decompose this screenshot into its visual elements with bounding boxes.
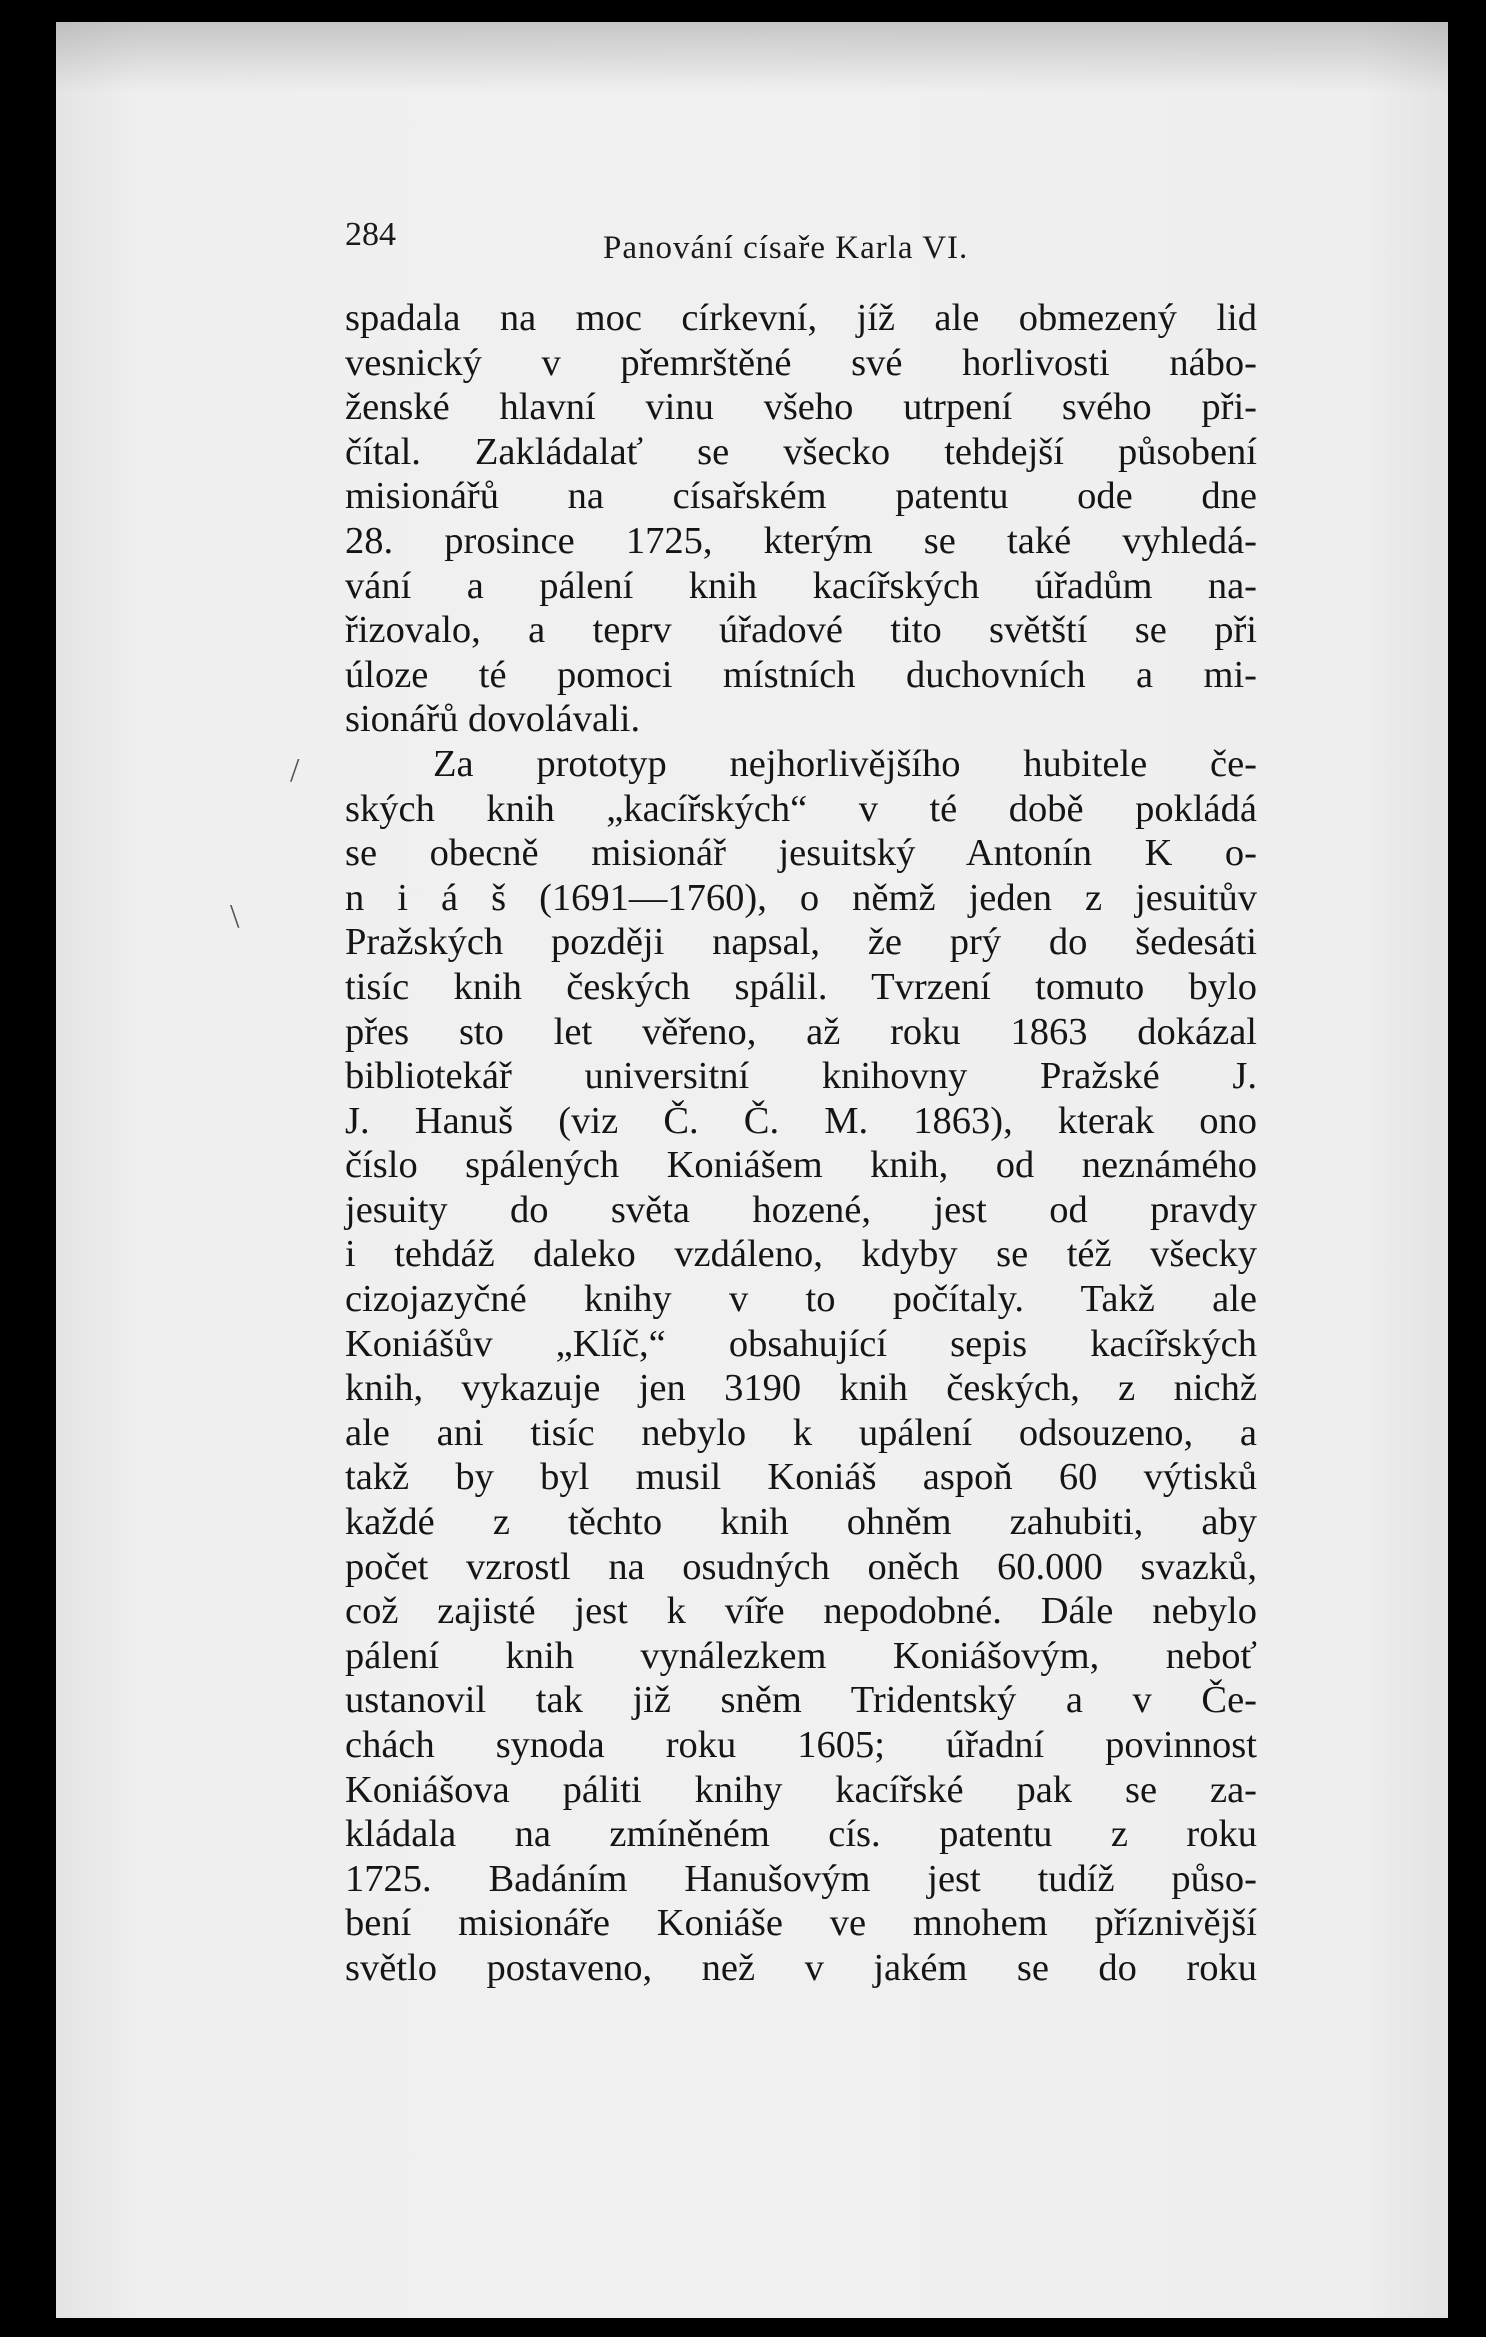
text-line: n i á š (1691—1760), o němž jeden z jesuitův (345, 876, 1257, 919)
text-line: ustanovil tak již sněm Tridentský a v Če- (345, 1679, 1257, 1722)
paragraph-first-line: Za prototyp nejhorlivějšího hubitele če- (433, 742, 1257, 785)
text-line: úloze té pomoci místních duchovních a mi- (345, 653, 1257, 696)
text-line: přes sto let věřeno, až roku 1863 dokázal (345, 1010, 1257, 1053)
text-line: bení misionáře Koniáše ve mnohem příznivější (345, 1902, 1257, 1945)
text-line: Koniášova páliti knihy kacířské pak se za- (345, 1768, 1257, 1811)
text-line: každé z těchto knih ohněm zahubiti, aby (345, 1501, 1257, 1544)
text-line: řizovalo, a teprv úřadové tito světští se při (345, 609, 1257, 652)
margin-mark: \ (230, 898, 240, 935)
text-line: pálení knih vynálezkem Koniášovým, neboť (345, 1634, 1257, 1677)
text-line: chách synoda roku 1605; úřadní povinnost (345, 1724, 1257, 1766)
body-text (345, 296, 1257, 1991)
text-line: 1725. Badáním Hanušovým jest tudíž půso- (345, 1857, 1257, 1900)
text-line: číslo spálených Koniášem knih, od neznámého (345, 1144, 1257, 1187)
text-line: počet vzrostl na osudných oněch 60.000 svazků, (345, 1545, 1257, 1588)
text-line: tisíc knih českých spálil. Tvrzení tomuto bylo (345, 965, 1257, 1008)
text-line: světlo postaveno, než v jakém se do roku (345, 1946, 1257, 1989)
text-line: což zajisté jest k víře nepodobné. Dále nebylo (345, 1590, 1257, 1633)
text-line: se obecně misionář jesuitský Antonín K o- (345, 832, 1257, 875)
text-line: Pražských později napsal, že prý do šedesáti (345, 921, 1257, 964)
margin-mark: / (290, 752, 300, 789)
text-line: J. Hanuš (viz Č. Č. M. 1863), kterak ono (345, 1099, 1257, 1142)
text-line: jesuity do světa hozené, jest od pravdy (345, 1188, 1257, 1231)
text-line: vání a pálení knih kacířských úřadům na- (345, 564, 1257, 607)
text-line: spadala na moc církevní, jíž ale obmezený lid (345, 297, 1257, 339)
page-shadow (56, 22, 1448, 92)
text-line: kládala na zmíněném cís. patentu z roku (345, 1813, 1257, 1856)
text-line: i tehdáž daleko vzdáleno, kdyby se též všecky (345, 1233, 1257, 1276)
text-line: ských knih „kacířských“ v té době pokládá (345, 787, 1257, 830)
text-line: misionářů na císařském patentu ode dne (345, 475, 1257, 518)
text-line: bibliotekář universitní knihovny Pražské J. (345, 1055, 1257, 1098)
text-line: sionářů dovolávali. (345, 698, 641, 741)
text-line: vesnický v přemrštěné své horlivosti nábo- (345, 341, 1257, 384)
page-header (345, 216, 1265, 276)
text-line: takž by byl musil Koniáš aspoň 60 výtisků (345, 1456, 1257, 1499)
text-line: ženské hlavní vinu všeho utrpení svého při- (345, 386, 1257, 429)
text-line: Koniášův „Klíč,“ obsahující sepis kacířských (345, 1322, 1257, 1365)
text-line: cizojazyčné knihy v to počítaly. Takž ale (345, 1278, 1257, 1321)
text-line: čítal. Zakládalať se všecko tehdejší působení (345, 430, 1257, 473)
page-number: 284 (345, 216, 396, 253)
text-line: ale ani tisíc nebylo k upálení odsouzeno, a (345, 1411, 1257, 1454)
running-head: Panování císaře Karla VI. (603, 230, 969, 266)
text-line: 28. prosince 1725, kterým se také vyhledá- (345, 519, 1257, 562)
text-line: knih, vykazuje jen 3190 knih českých, z nichž (345, 1367, 1257, 1410)
